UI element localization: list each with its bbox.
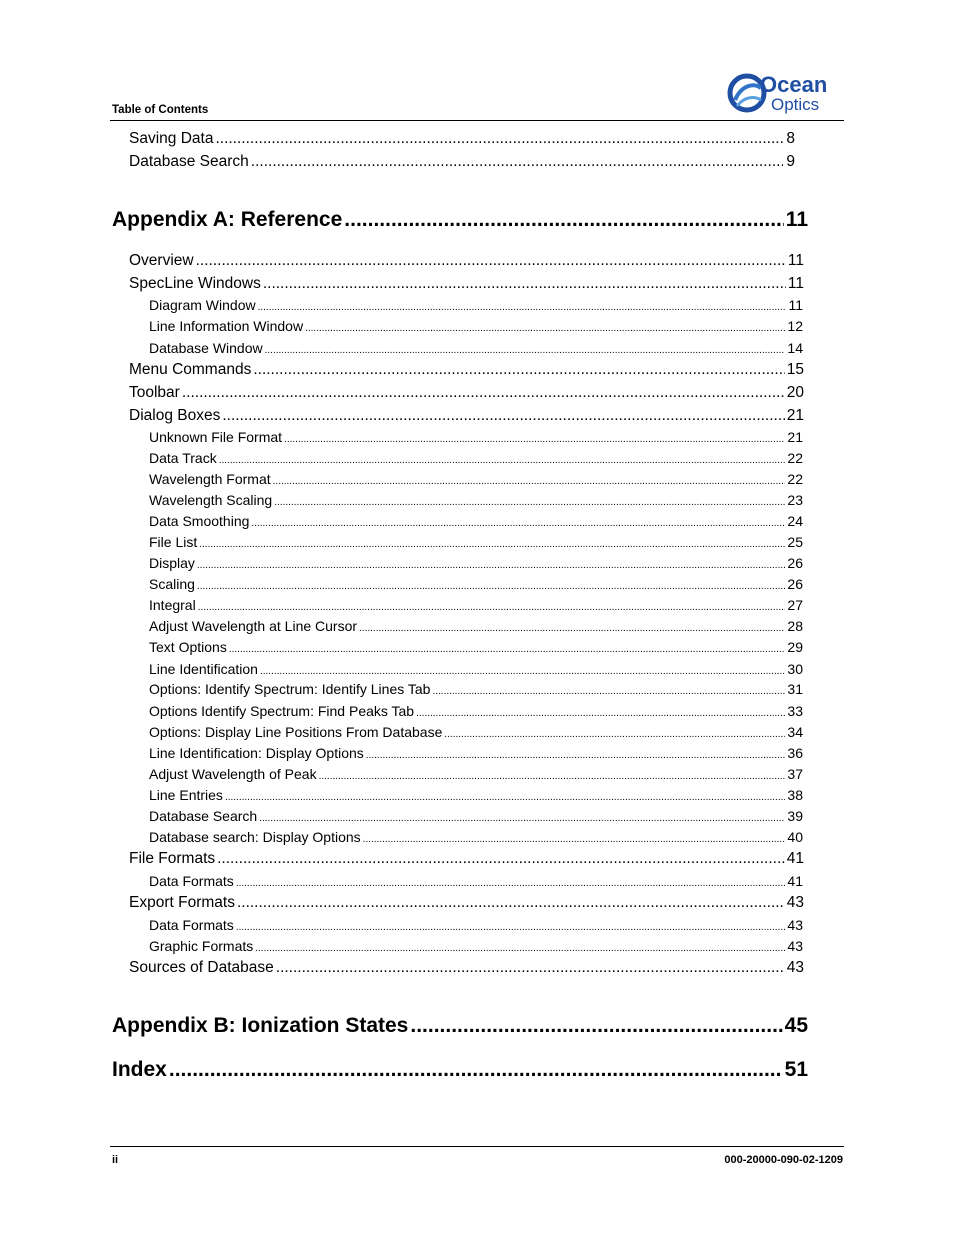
toc-entry-title: Options: Display Line Positions From Database bbox=[149, 724, 443, 740]
toc-entry[interactable] bbox=[149, 703, 803, 721]
toc-entry[interactable] bbox=[112, 1058, 808, 1086]
toc-entry-page: 27 bbox=[787, 597, 803, 613]
toc-entry-page: 26 bbox=[787, 555, 803, 571]
footer-rule bbox=[110, 1146, 844, 1147]
toc-entry-title: Wavelength Format bbox=[149, 471, 271, 487]
toc-entry-title: Database Search bbox=[149, 808, 258, 824]
toc-entry[interactable] bbox=[129, 407, 804, 427]
toc-entry-title: Appendix B: Ionization States bbox=[112, 1014, 409, 1037]
toc-dot-leader bbox=[169, 1058, 783, 1082]
toc-dot-leader bbox=[416, 708, 785, 719]
toc-entry[interactable] bbox=[129, 384, 804, 404]
toc-entry[interactable] bbox=[149, 724, 803, 742]
toc-dot-leader bbox=[237, 894, 785, 912]
toc-dot-leader bbox=[253, 361, 784, 379]
toc-dot-leader bbox=[196, 252, 786, 270]
toc-entry-page: 43 bbox=[787, 917, 803, 933]
toc-entry-page: 14 bbox=[787, 340, 803, 356]
toc-entry[interactable] bbox=[149, 513, 803, 531]
toc-entry[interactable] bbox=[149, 492, 803, 510]
toc-entry-page: 24 bbox=[787, 513, 803, 529]
toc-entry-title: Saving Data bbox=[129, 130, 214, 147]
toc-entry[interactable] bbox=[149, 576, 803, 594]
toc-dot-leader bbox=[258, 302, 787, 313]
toc-entry-title: Diagram Window bbox=[149, 297, 256, 313]
toc-dot-leader bbox=[363, 834, 786, 845]
toc-entry[interactable] bbox=[149, 661, 803, 679]
toc-dot-leader bbox=[274, 497, 785, 508]
toc-dot-leader bbox=[255, 943, 785, 954]
toc-dot-leader bbox=[273, 476, 786, 487]
ocean-optics-logo bbox=[727, 70, 847, 116]
toc-entry-page: 12 bbox=[787, 318, 803, 334]
toc-entry-page: 43 bbox=[786, 959, 804, 976]
toc-dot-leader bbox=[182, 384, 785, 402]
toc-entry[interactable] bbox=[149, 787, 803, 805]
toc-entry-page: 33 bbox=[787, 703, 803, 719]
toc-entry[interactable] bbox=[149, 917, 803, 935]
header-rule bbox=[110, 120, 844, 121]
toc-entry[interactable] bbox=[129, 252, 804, 272]
toc-dot-leader bbox=[259, 813, 785, 824]
toc-entry-title: Data Formats bbox=[149, 917, 234, 933]
toc-entry-title: Sources of Database bbox=[129, 959, 274, 976]
toc-entry-page: 30 bbox=[787, 661, 803, 677]
toc-dot-leader bbox=[251, 153, 783, 171]
toc-entry-page: 22 bbox=[787, 450, 803, 466]
svg-text:Ocean: Ocean bbox=[760, 72, 828, 97]
running-header: Table of Contents bbox=[112, 104, 209, 116]
toc-entry[interactable] bbox=[149, 450, 803, 468]
toc-dot-leader bbox=[276, 959, 785, 977]
toc-dot-leader bbox=[366, 750, 786, 761]
svg-text:Optics: Optics bbox=[771, 95, 820, 114]
toc-dot-leader bbox=[225, 792, 785, 803]
toc-dot-leader bbox=[236, 878, 786, 889]
toc-entry-page: 21 bbox=[786, 407, 804, 424]
toc-entry-title: Line Information Window bbox=[149, 318, 304, 334]
toc-entry-page: 11 bbox=[785, 208, 808, 231]
toc-entry[interactable] bbox=[149, 873, 803, 891]
toc-entry-title: Adjust Wavelength of Peak bbox=[149, 766, 317, 782]
toc-entry[interactable] bbox=[129, 959, 804, 979]
toc-entry-page: 9 bbox=[786, 153, 795, 170]
toc-entry-title: Graphic Formats bbox=[149, 938, 254, 954]
toc-entry-title: File List bbox=[149, 534, 198, 550]
toc-entry-page: 31 bbox=[787, 681, 803, 697]
toc-dot-leader bbox=[410, 1014, 782, 1038]
toc-dot-leader bbox=[432, 686, 785, 697]
toc-entry[interactable] bbox=[149, 555, 803, 573]
toc-entry[interactable] bbox=[149, 808, 803, 826]
toc-entry-page: 15 bbox=[786, 361, 804, 378]
toc-entry-title: Index bbox=[112, 1058, 167, 1081]
toc-entry-title: SpecLine Windows bbox=[129, 275, 261, 292]
toc-dot-leader bbox=[197, 560, 786, 571]
toc-entry-page: 22 bbox=[787, 471, 803, 487]
toc-entry[interactable] bbox=[129, 850, 804, 870]
toc-entry-page: 8 bbox=[786, 130, 795, 147]
toc-dot-leader bbox=[217, 850, 785, 868]
toc-entry[interactable] bbox=[149, 938, 803, 956]
toc-entry[interactable] bbox=[129, 894, 804, 914]
toc-entry[interactable] bbox=[149, 534, 803, 552]
toc-dot-leader bbox=[305, 323, 785, 334]
toc-dot-leader bbox=[215, 130, 783, 148]
toc-entry-title: Data Track bbox=[149, 450, 217, 466]
toc-entry[interactable] bbox=[129, 275, 804, 295]
toc-entry[interactable] bbox=[149, 745, 803, 763]
toc-entry-title: Toolbar bbox=[129, 384, 180, 401]
toc-entry[interactable] bbox=[149, 297, 803, 315]
toc-entry-title: Options: Identify Spectrum: Identify Lines Tab bbox=[149, 681, 431, 697]
toc-entry-page: 11 bbox=[787, 252, 804, 269]
toc-entry-title: Adjust Wavelength at Line Cursor bbox=[149, 618, 358, 634]
page-number: ii bbox=[112, 1154, 119, 1166]
toc-entry-title: Overview bbox=[129, 252, 194, 269]
toc-dot-leader bbox=[219, 455, 786, 466]
toc-entry-title: Export Formats bbox=[129, 894, 235, 911]
toc-entry[interactable] bbox=[149, 429, 803, 447]
toc-entry-title: Database search: Display Options bbox=[149, 829, 361, 845]
toc-entry-page: 45 bbox=[784, 1014, 808, 1037]
toc-entry[interactable] bbox=[112, 1014, 808, 1042]
toc-entry-page: 38 bbox=[787, 787, 803, 803]
toc-entry-page: 51 bbox=[784, 1058, 808, 1081]
toc-entry-page: 20 bbox=[786, 384, 804, 401]
toc-dot-leader bbox=[197, 581, 786, 592]
toc-entry-title: Integral bbox=[149, 597, 196, 613]
toc-entry[interactable] bbox=[149, 766, 803, 784]
toc-dot-leader bbox=[260, 666, 785, 677]
toc-entry-title: Database Search bbox=[129, 153, 249, 170]
toc-entry-title: Line Entries bbox=[149, 787, 223, 803]
toc-entry-title: Scaling bbox=[149, 576, 195, 592]
toc-dot-leader bbox=[251, 518, 785, 529]
toc-dot-leader bbox=[236, 922, 786, 933]
toc-entry[interactable] bbox=[129, 130, 795, 150]
toc-dot-leader bbox=[263, 275, 786, 293]
toc-entry[interactable] bbox=[129, 153, 795, 173]
toc-entry-page: 43 bbox=[787, 938, 803, 954]
toc-entry[interactable] bbox=[149, 597, 803, 615]
toc-entry-page: 11 bbox=[788, 297, 803, 313]
toc-entry-page: 29 bbox=[787, 639, 803, 655]
toc-entry-page: 43 bbox=[786, 894, 804, 911]
toc-entry-page: 25 bbox=[787, 534, 803, 550]
toc-entry-page: 34 bbox=[787, 724, 803, 740]
toc-entry-page: 41 bbox=[786, 850, 804, 867]
toc-entry-title: Line Identification bbox=[149, 661, 258, 677]
toc-entry-page: 23 bbox=[787, 492, 803, 508]
toc-entry-title: Line Identification: Display Options bbox=[149, 745, 364, 761]
toc-entry-page: 36 bbox=[787, 745, 803, 761]
toc-entry-title: Menu Commands bbox=[129, 361, 252, 378]
toc-entry-title: Appendix A: Reference bbox=[112, 208, 343, 231]
toc-entry-page: 41 bbox=[787, 873, 803, 889]
toc-dot-leader bbox=[265, 345, 786, 356]
document-number: 000-20000-090-02-1209 bbox=[724, 1154, 843, 1166]
toc-entry-title: Options Identify Spectrum: Find Peaks Tab bbox=[149, 703, 415, 719]
toc-entry-title: Dialog Boxes bbox=[129, 407, 221, 424]
toc-dot-leader bbox=[359, 623, 785, 634]
toc-entry-page: 28 bbox=[787, 618, 803, 634]
toc-dot-leader bbox=[198, 602, 786, 613]
toc-dot-leader bbox=[344, 208, 784, 232]
toc-entry-page: 11 bbox=[787, 275, 804, 292]
toc-entry-title: Data Formats bbox=[149, 873, 234, 889]
toc-dot-leader bbox=[284, 434, 785, 445]
toc-dot-leader bbox=[199, 539, 785, 550]
toc-entry[interactable] bbox=[149, 318, 803, 336]
toc-dot-leader bbox=[444, 729, 785, 740]
toc-entry-title: Unknown File Format bbox=[149, 429, 283, 445]
toc-entry[interactable] bbox=[149, 471, 803, 489]
toc-dot-leader bbox=[222, 407, 784, 425]
toc-entry-title: Display bbox=[149, 555, 195, 571]
toc-entry-page: 37 bbox=[787, 766, 803, 782]
toc-entry[interactable] bbox=[149, 681, 803, 699]
toc-entry-title: Wavelength Scaling bbox=[149, 492, 273, 508]
toc-entry[interactable] bbox=[149, 340, 803, 358]
toc-entry-page: 26 bbox=[787, 576, 803, 592]
toc-entry-page: 21 bbox=[787, 429, 803, 445]
toc-dot-leader bbox=[319, 771, 786, 782]
toc-entry[interactable] bbox=[112, 208, 808, 236]
toc-entry[interactable] bbox=[149, 618, 803, 636]
toc-entry-title: File Formats bbox=[129, 850, 216, 867]
toc-entry-title: Data Smoothing bbox=[149, 513, 250, 529]
toc-entry-title: Text Options bbox=[149, 639, 227, 655]
toc-entry-page: 39 bbox=[787, 808, 803, 824]
toc-dot-leader bbox=[229, 644, 786, 655]
toc-entry[interactable] bbox=[149, 639, 803, 657]
toc-entry[interactable] bbox=[149, 829, 803, 847]
toc-entry[interactable] bbox=[129, 361, 804, 381]
toc-entry-page: 40 bbox=[787, 829, 803, 845]
toc-entry-title: Database Window bbox=[149, 340, 263, 356]
